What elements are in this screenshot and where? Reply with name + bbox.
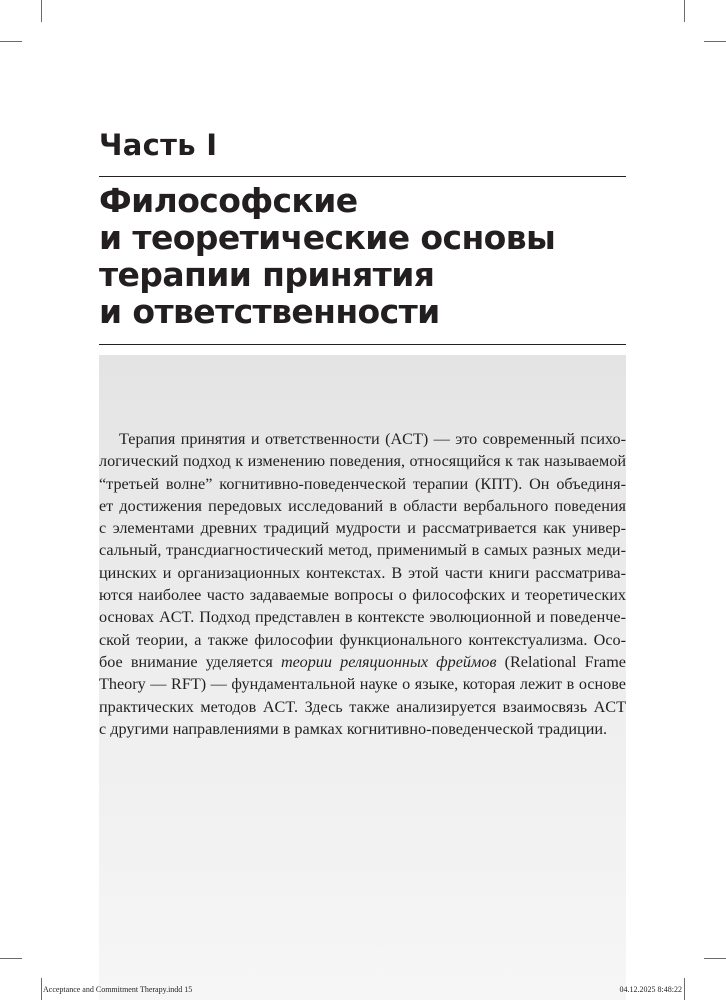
crop-mark-bottom-left (41, 978, 42, 1000)
paragraph-line: Терапия принятия и ответственности (ACT) — это современный психо- (119, 430, 626, 448)
paragraph-line: практических методов ACT. Здесь также анализируется взаимосвязь ACT (99, 697, 626, 716)
part-label: Часть I (99, 128, 218, 162)
crop-mark-bottom-right (684, 978, 685, 1000)
title-rule-top (99, 176, 626, 177)
chapter-title-line: Философские (99, 181, 358, 220)
paragraph-line: Theory — RFT) — фундаментальной науке о языке, которая лежит в основе (99, 675, 626, 694)
paragraph-text: бое внимание уделяется (99, 652, 281, 671)
chapter-title-line: и ответственности (99, 292, 440, 331)
crop-mark-top-right (684, 0, 685, 22)
paragraph-text: (Relational Frame (496, 652, 626, 671)
chapter-title (99, 182, 555, 330)
paragraph-line: сальный, трансдиагностический метод, применимый в самых разных меди- (99, 541, 626, 560)
crop-mark-right-bottom (704, 958, 726, 959)
paragraph-line: ются наиболее часто задаваемые вопросы о философских и теоретических (99, 586, 626, 605)
paragraph-line: с другими направлениями в рамках когнитивно-поведенческой традиции. (99, 719, 608, 738)
paragraph-line: с элементами древних традиций мудрости и рассматривается как универ- (99, 519, 626, 538)
chapter-title-line: терапии принятия (99, 255, 435, 294)
title-rule-bottom (99, 344, 626, 345)
paragraph-line: ской теории, а также философии функционального контекстуализма. Осо- (99, 630, 626, 649)
paragraph-line: цинских и организационных контекстах. В этой части книги рассматрива- (99, 563, 626, 582)
paragraph-line: “третьей волне” когнитивно-поведенческой терапии (КПТ). Он объединя- (99, 474, 626, 493)
print-slug-filename: Acceptance and Commitment Therapy.indd 15 (43, 985, 193, 994)
paragraph-line: ет достижения передовых исследований в области вербального поведения (99, 496, 626, 515)
crop-mark-left-bottom (0, 958, 22, 959)
crop-mark-left-top (0, 41, 22, 42)
print-slug-timestamp: 04.12.2025 8:48:22 (619, 985, 682, 994)
paragraph-line-with-emphasis (99, 651, 626, 673)
paragraph-line: основах ACT. Подход представлен в контексте эволюционной и поведенче- (99, 608, 626, 627)
paragraph-line: логический подход к изменению поведения, относящийся к так называемой (99, 452, 626, 471)
intro-paragraph (99, 428, 626, 740)
emphasized-term: теории реляционных фреймов (280, 652, 497, 671)
crop-mark-right-top (704, 41, 726, 42)
crop-mark-top-left (41, 0, 42, 22)
chapter-title-line: и теоретические основы (99, 218, 556, 257)
